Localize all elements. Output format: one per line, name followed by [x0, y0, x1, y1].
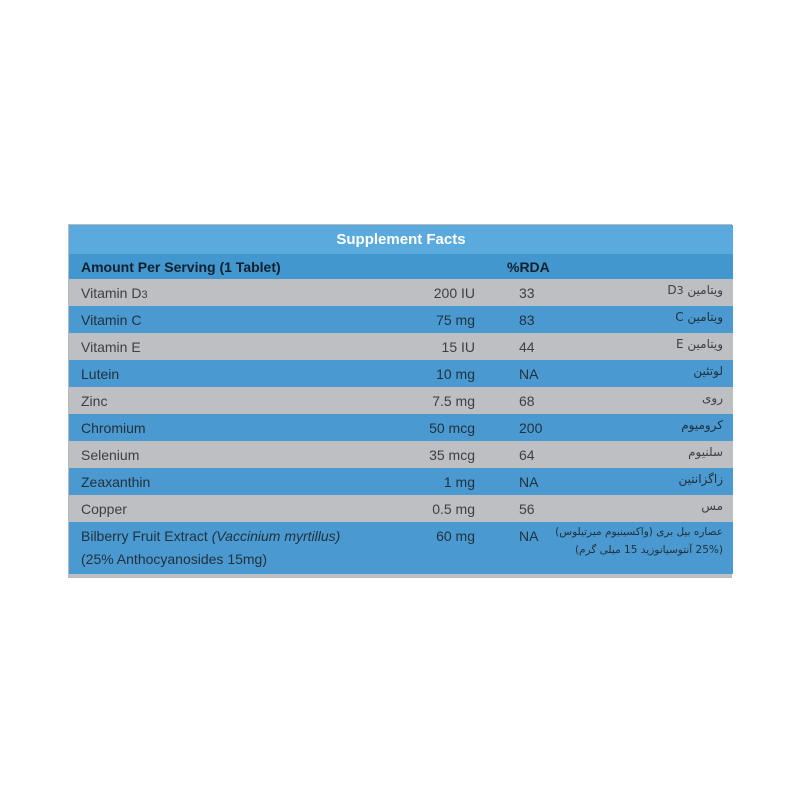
nutrient-amount: 7.5 mg	[432, 393, 475, 409]
nutrient-name-persian: عصاره بیل بری (واکسینیوم میرتیلوس)	[555, 526, 723, 538]
table-row	[69, 360, 733, 387]
nutrient-rda: 83	[519, 312, 535, 328]
table-header	[69, 254, 733, 279]
nutrient-rda: NA	[519, 366, 539, 382]
nutrient-amount: 75 mg	[436, 312, 475, 328]
supplement-facts-panel	[68, 224, 732, 578]
nutrient-rows	[69, 279, 733, 574]
nutrient-name-persian: زاگزانتین	[678, 472, 723, 486]
panel-title: Supplement Facts	[69, 225, 733, 254]
nutrient-rda: 44	[519, 339, 535, 355]
table-row	[69, 468, 733, 495]
nutrient-name: Selenium	[81, 447, 140, 463]
table-row	[69, 333, 733, 360]
nutrient-name-detail: (25% Anthocyanosides 15mg)	[81, 551, 267, 567]
nutrient-name: Vitamin C	[81, 312, 142, 328]
nutrient-amount: 15 IU	[441, 339, 475, 355]
table-row	[69, 522, 733, 574]
nutrient-amount: 0.5 mg	[432, 501, 475, 517]
nutrient-amount: 1 mg	[443, 474, 475, 490]
nutrient-name-persian: روی	[702, 391, 723, 405]
table-row	[69, 441, 733, 468]
table-row	[69, 495, 733, 522]
table-row	[69, 306, 733, 333]
nutrient-amount: 10 mg	[436, 366, 475, 382]
nutrient-rda: 56	[519, 501, 535, 517]
table-row	[69, 414, 733, 441]
nutrient-name-persian: سلنیوم	[688, 445, 723, 459]
nutrient-rda: 33	[519, 285, 535, 301]
nutrient-name-persian: مس	[701, 499, 723, 513]
nutrient-rda: NA	[519, 528, 539, 544]
nutrient-name: Copper	[81, 501, 127, 517]
nutrient-name: Lutein	[81, 366, 120, 382]
nutrient-name: Vitamin E	[81, 339, 141, 355]
nutrient-name: Zeaxanthin	[81, 474, 151, 490]
nutrient-name: Chromium	[81, 420, 146, 436]
nutrient-name: Bilberry Fruit Extract (Vaccinium myrtillus)	[81, 528, 341, 544]
nutrient-amount: 35 mcg	[429, 447, 475, 463]
nutrient-name-persian: ویتامین C	[675, 310, 723, 324]
nutrient-rda: 68	[519, 393, 535, 409]
nutrient-name-persian-detail: (25% آنتوسیانوزید 15 میلی گرم)	[574, 544, 723, 556]
nutrient-rda: 200	[519, 420, 543, 436]
nutrient-name: Zinc	[81, 393, 108, 409]
nutrient-name: Vitamin D3	[81, 285, 148, 301]
nutrient-name-persian: لوتئین	[693, 364, 723, 378]
nutrient-amount: 200 IU	[433, 285, 475, 301]
nutrient-name-persian: ویتامین D3	[667, 283, 723, 297]
nutrient-amount: 60 mg	[436, 528, 475, 544]
nutrient-name-persian: کروميوم	[681, 418, 723, 432]
table-row	[69, 279, 733, 306]
nutrient-rda: 64	[519, 447, 535, 463]
nutrient-amount: 50 mcg	[429, 420, 475, 436]
table-row	[69, 387, 733, 414]
header-amount-per-serving: Amount Per Serving (1 Tablet)	[81, 259, 281, 275]
nutrient-rda: NA	[519, 474, 539, 490]
nutrient-name-persian: ویتامین E	[675, 337, 723, 351]
header-rda: %RDA	[507, 259, 550, 275]
